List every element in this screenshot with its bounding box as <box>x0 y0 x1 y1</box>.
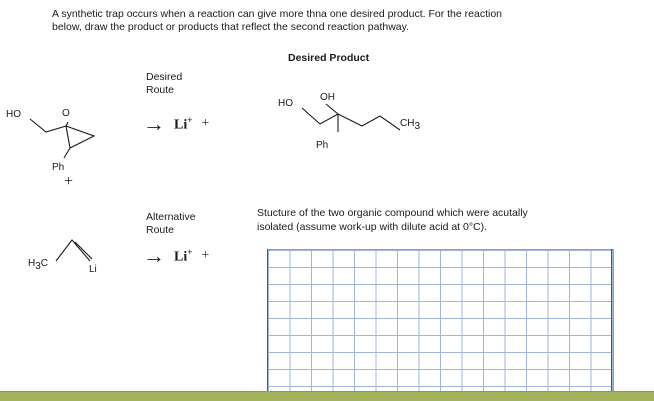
alternative-route-label-line-1: Alternative <box>146 211 196 223</box>
lithium-cation-label: Li+ <box>174 246 193 265</box>
epoxide-o-label: O <box>62 108 70 119</box>
answer-grid-right-border <box>611 249 612 393</box>
epoxide-o-bond <box>66 122 68 126</box>
epoxide-ring-bonds <box>66 126 94 148</box>
alternative-route-label-line-2: Route <box>146 223 175 236</box>
product-left-chain <box>302 108 338 124</box>
product-oh-bond <box>326 104 338 114</box>
product-ho-label: HO <box>278 98 293 109</box>
allyl-h3c-label: H3C <box>28 258 49 272</box>
desired-route-reaction-row <box>143 113 209 135</box>
lithium-cation-label: Li+ <box>174 114 193 133</box>
reactant-plus-sign: + <box>64 173 74 190</box>
answer-grid-left-border <box>267 249 268 393</box>
structure-note-line-1: Stucture of the two organic compound which were acutally <box>257 207 528 219</box>
structure-note-line-2: isolated (assume work-up with dilute acid at 0°C). <box>257 220 488 233</box>
product-right-chain <box>338 114 400 130</box>
allyl-li-label: Li <box>89 264 97 275</box>
plus-sign-1: + <box>201 116 210 131</box>
reaction-arrow-icon: → <box>143 111 165 136</box>
plus-sign-2: + <box>201 248 210 263</box>
prompt-line-1: A synthetic trap occurs when a reaction can give more thna one desired product. For the reaction <box>52 8 502 20</box>
desired-route-label-line-1: Desired <box>146 71 183 83</box>
footer-bar <box>0 391 654 401</box>
desired-product-heading: Desired Product <box>288 52 370 64</box>
desired-route-label-line-2: Route <box>146 83 175 96</box>
alternative-route-label <box>146 211 196 236</box>
allyl-double-bond-inner <box>75 242 92 259</box>
product-ph-label: Ph <box>316 140 329 151</box>
answer-grid[interactable] <box>267 249 614 395</box>
structure-instruction-note <box>257 207 617 234</box>
reaction-arrow-icon: → <box>143 243 165 268</box>
prompt-line-2: below, draw the product or products that reflect the second reaction pathway. <box>52 21 410 33</box>
epoxide-ph-bond <box>64 148 70 158</box>
desired-product-structure <box>276 86 456 158</box>
product-oh-label: OH <box>320 92 335 103</box>
allyl-lithium-structure <box>26 228 136 276</box>
desired-route-label <box>146 71 182 96</box>
allyl-chain-bond <box>56 240 90 261</box>
phenyl-glycidol-structure <box>4 104 124 174</box>
epoxide-ph-label: Ph <box>52 162 65 173</box>
product-ch3-label: CH3 <box>400 118 421 132</box>
question-prompt <box>52 8 622 34</box>
alternative-route-reaction-row <box>143 245 209 267</box>
epoxide-chain-bond <box>30 119 66 132</box>
epoxide-ho-label: HO <box>6 109 21 120</box>
